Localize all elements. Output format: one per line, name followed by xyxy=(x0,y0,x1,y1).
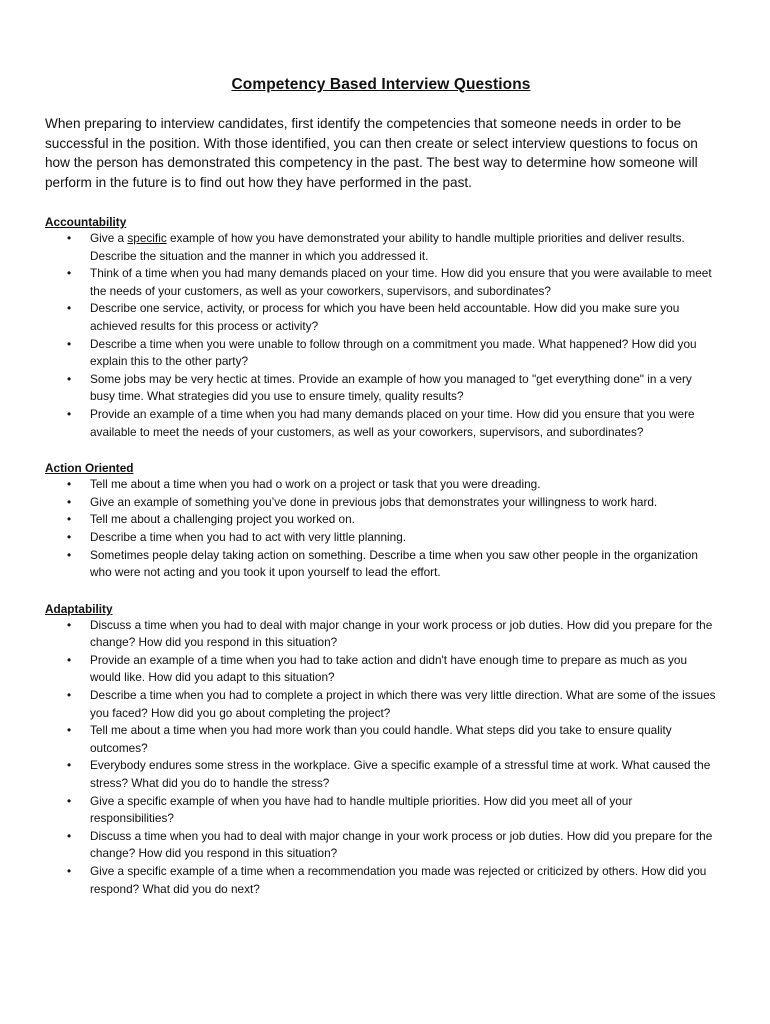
question-text: Sometimes people delay taking action on something. Describe a time when you saw other people in the organization who were not acting and you took it upon yourself to lead the effort. xyxy=(90,547,698,580)
question-text: Describe a time when you had to complete a project in which there was very little direction. What are some of the issues you faced? How did you go about completing the project? xyxy=(90,688,716,720)
page-title: Competency Based Interview Questions xyxy=(231,76,531,93)
question-text: Discuss a time when you had to deal with major change in your work process or job duties. How did you prepare for the change? How did you respond in this situation? xyxy=(90,828,713,861)
list-item xyxy=(45,230,717,265)
bullet-icon: • xyxy=(67,864,72,878)
document-page xyxy=(45,76,717,917)
list-item xyxy=(45,476,717,494)
list-item xyxy=(45,494,717,512)
bullet-icon: • xyxy=(67,828,72,843)
bullet-icon: • xyxy=(67,723,72,738)
list-item xyxy=(45,511,717,529)
question-text: Describe one service, activity, or process for which you have been held accountable. How did you make sure you achieved results for this process or activity? xyxy=(90,301,680,333)
bullet-icon: • xyxy=(67,301,72,316)
section-heading: Accountability xyxy=(45,215,127,229)
question-text: Give an example of something you’ve done in previous jobs that demonstrates your willingness to work hard. xyxy=(90,494,658,509)
bullet-icon: • xyxy=(67,477,72,492)
section-adaptability xyxy=(45,601,717,899)
bullet-icon: • xyxy=(67,494,72,509)
bullet-icon: • xyxy=(67,688,72,703)
list-item xyxy=(45,722,717,757)
list-item xyxy=(45,406,717,441)
question-text: Discuss a time when you had to deal with major change in your work process or job duties. How did you prepare for the change? How did you respond in this situation? xyxy=(90,617,713,650)
section-accountability xyxy=(45,214,717,441)
bullet-icon: • xyxy=(67,652,72,667)
bullet-icon: • xyxy=(67,547,72,562)
question-text-post: example of how you have demonstrated your ability to handle multiple priorities and deliver results. Describe the situation and the manner in which you addressed it. xyxy=(90,231,685,263)
bullet-icon: • xyxy=(67,617,72,632)
bullet-icon: • xyxy=(67,371,72,386)
list-item xyxy=(45,793,717,828)
question-list xyxy=(45,476,717,582)
question-text: Everybody endures some stress in the workplace. Give a specific example of a stressful time at work. What caused the stress? What did you do to handle the stress? xyxy=(90,758,711,791)
question-text: Provide an example of a time when you had many demands placed on your time. How did you ensure that you were available to meet the needs of your customers, as well as your coworkers, supervisors, and subordinates? xyxy=(90,406,695,439)
question-text: Tell me about a time when you had o work on a project or task that you were dreading. xyxy=(90,477,541,492)
question-text: Tell me about a challenging project you worked on. xyxy=(90,512,355,527)
bullet-icon: • xyxy=(67,231,72,245)
bullet-icon: • xyxy=(67,406,72,421)
question-list xyxy=(45,230,717,441)
list-item xyxy=(45,652,717,687)
list-item xyxy=(45,371,717,406)
question-text-pre: Give a xyxy=(90,231,128,245)
list-item xyxy=(45,617,717,652)
question-text: Provide an example of a time when you had to take action and didn't have enough time to prepare as much as you would like. How did you adapt to this situation? xyxy=(90,652,688,685)
bullet-icon: • xyxy=(67,758,72,773)
list-item xyxy=(45,863,717,898)
bullet-icon: • xyxy=(67,529,72,544)
emphasis-text: specific xyxy=(127,231,167,245)
question-text: Give a specific example of a time when a recommendation you made was rejected or criticized by others. How did you respond? What did you do next? xyxy=(90,864,707,896)
bullet-icon: • xyxy=(67,512,72,527)
section-action-oriented xyxy=(45,460,717,582)
list-item xyxy=(45,300,717,335)
bullet-icon: • xyxy=(67,336,72,351)
question-text: Describe a time when you had to act with very little planning. xyxy=(90,529,407,544)
bullet-icon: • xyxy=(67,266,72,281)
list-item xyxy=(45,687,717,722)
question-text: Tell me about a time when you had more work than you could handle. What steps did you take to ensure quality outcomes? xyxy=(90,723,672,755)
bullet-icon: • xyxy=(67,793,72,808)
question-text: Give a specific example of when you have had to handle multiple priorities. How did you meet all of your responsibilities? xyxy=(90,793,633,826)
list-item xyxy=(45,529,717,547)
question-text: Think of a time when you had many demands placed on your time. How did you ensure that you were available to meet the needs of your customers, as well as your coworkers, supervisors, and subordinates? xyxy=(90,266,712,298)
question-text: Describe a time when you were unable to follow through on a commitment you made. What happened? How did you explain this to the other party? xyxy=(90,336,697,369)
list-item xyxy=(45,336,717,371)
section-heading: Action Oriented xyxy=(45,461,134,476)
question-list xyxy=(45,617,717,899)
list-item xyxy=(45,828,717,863)
question-text: Some jobs may be very hectic at times. Provide an example of how you managed to "get everything done" in a very busy time. What strategies did you use to ensure timely, quality results? xyxy=(90,371,692,404)
intro-paragraph: When preparing to interview candidates, first identify the competencies that someone needs in order to be successful in the position. With those identified, you can then create or select interview questions to focus on how the person has demonstrated this competency in the past. The best way to determine how someone will perform in the future is to find out how they have performed in the past. xyxy=(45,116,698,190)
list-item xyxy=(45,265,717,300)
section-heading: Adaptability xyxy=(45,601,113,616)
list-item xyxy=(45,757,717,792)
list-item xyxy=(45,547,717,582)
